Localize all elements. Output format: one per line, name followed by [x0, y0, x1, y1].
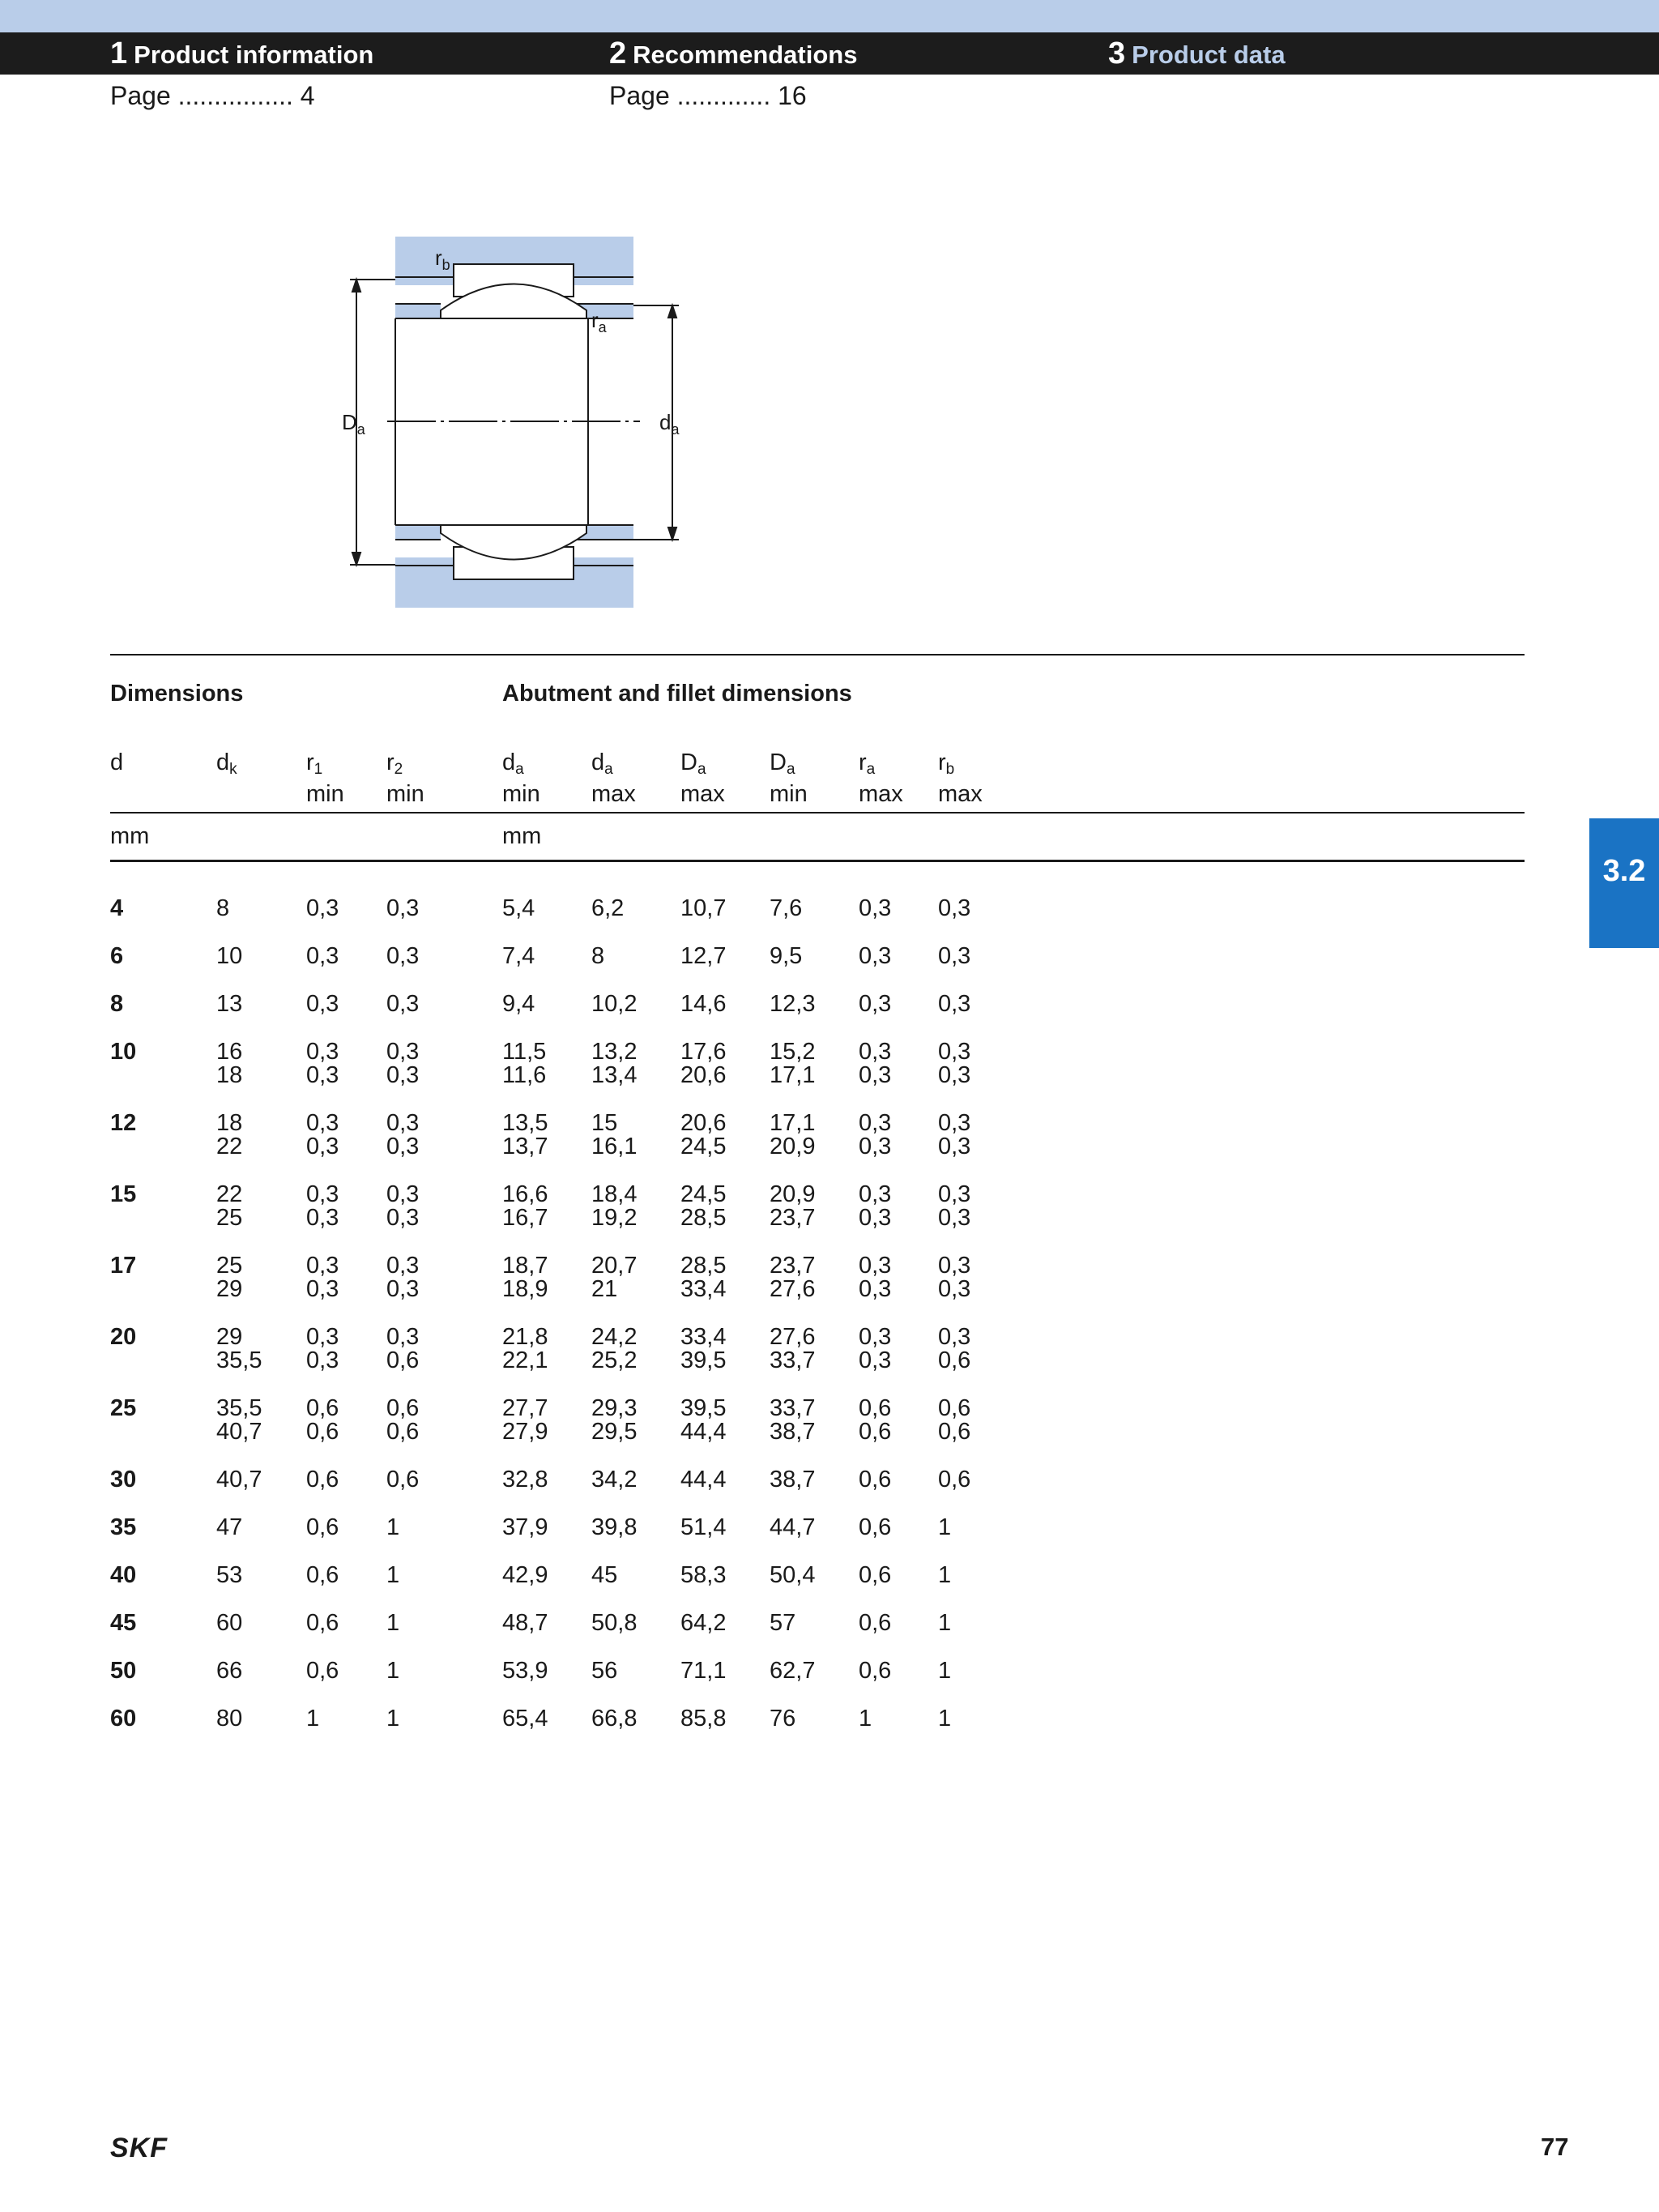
table-cell: 66	[216, 1658, 243, 1684]
section-heading-abutment: Abutment and fillet dimensions	[502, 681, 852, 707]
table-cell: 0,3	[306, 1205, 339, 1231]
table-cell: 32,8	[502, 1467, 548, 1492]
top-color-band	[0, 0, 1659, 32]
table-cell: 18,7	[502, 1253, 548, 1279]
table-cell: 0,3	[938, 1276, 971, 1302]
table-cell: 0,6	[859, 1562, 892, 1588]
table-cell: 20,9	[770, 1181, 816, 1207]
table-cell: 1	[938, 1610, 952, 1636]
table-cell: 18	[216, 1062, 243, 1088]
table-cell: 27,7	[502, 1395, 548, 1421]
column-symbol-subscript: a	[697, 761, 706, 778]
table-cell: 13,2	[591, 1039, 638, 1065]
table-cell: 0,3	[938, 1039, 971, 1065]
table-cell: 0,6	[859, 1419, 892, 1445]
table-cell: 0,3	[386, 1253, 420, 1279]
table-cell: 0,6	[938, 1395, 971, 1421]
column-symbol-subscript: 2	[394, 761, 403, 778]
table-cell: 44,4	[680, 1467, 727, 1492]
table-cell: 29,5	[591, 1419, 638, 1445]
table-cell: 0,6	[306, 1562, 339, 1588]
table-cell: 28,5	[680, 1253, 727, 1279]
table-cell: 9,4	[502, 991, 535, 1017]
table-cell: 0,6	[938, 1419, 971, 1445]
table-cell: 0,3	[386, 1039, 420, 1065]
table-cell: 16,1	[591, 1134, 638, 1159]
table-cell: 57	[770, 1610, 796, 1636]
bore-diameter-cell: 15	[110, 1181, 137, 1207]
nav-number: 3	[1108, 36, 1126, 70]
table-cell: 20,6	[680, 1062, 727, 1088]
table-cell: 0,3	[859, 1110, 892, 1136]
table-cell: 50,8	[591, 1610, 638, 1636]
table-cell: 12,3	[770, 991, 816, 1017]
table-cell: 65,4	[502, 1706, 548, 1732]
table-cell: 39,5	[680, 1347, 727, 1373]
table-cell: 14,6	[680, 991, 727, 1017]
table-cell: 21	[591, 1276, 618, 1302]
column-qualifier: max	[859, 781, 903, 807]
table-cell: 0,3	[938, 1134, 971, 1159]
column-symbol-subscript: k	[229, 761, 237, 778]
bore-diameter-cell: 25	[110, 1395, 137, 1421]
column-header	[306, 750, 344, 806]
column-header	[770, 750, 808, 806]
table-cell: 13,7	[502, 1134, 548, 1159]
bore-diameter-cell: 12	[110, 1110, 137, 1136]
table-cell: 1	[938, 1658, 952, 1684]
table-cell: 0,3	[306, 1324, 339, 1350]
table-cell: 0,6	[859, 1658, 892, 1684]
table-cell: 38,7	[770, 1419, 816, 1445]
table-cell: 1	[938, 1514, 952, 1540]
table-cell: 0,3	[306, 1134, 339, 1159]
table-cell: 0,3	[859, 1134, 892, 1159]
table-cell: 0,3	[306, 1347, 339, 1373]
column-header	[938, 750, 983, 806]
table-cell: 0,3	[859, 1347, 892, 1373]
table-cell: 48,7	[502, 1610, 548, 1636]
column-symbol: D	[680, 749, 697, 775]
table-cell: 27,6	[770, 1276, 816, 1302]
table-cell: 5,4	[502, 895, 535, 921]
bore-diameter-cell: 50	[110, 1658, 137, 1684]
bore-diameter-cell: 20	[110, 1324, 137, 1350]
nav-label: Recommendations	[633, 41, 858, 69]
nav-product-information[interactable]	[110, 32, 373, 75]
table-cell: 33,7	[770, 1347, 816, 1373]
column-header	[680, 750, 725, 806]
section-side-tab[interactable]: 3.2	[1589, 818, 1659, 948]
table-cell: 22	[216, 1134, 243, 1159]
table-cell: 0,3	[306, 1276, 339, 1302]
table-cell: 40,7	[216, 1419, 262, 1445]
table-cell: 28,5	[680, 1205, 727, 1231]
table-cell: 0,3	[306, 943, 339, 969]
table-cell: 42,9	[502, 1562, 548, 1588]
column-symbol: r	[938, 749, 946, 775]
table-cell: 18,9	[502, 1276, 548, 1302]
column-symbol: d	[216, 749, 230, 775]
nav-label: Product data	[1132, 41, 1286, 69]
table-cell: 1	[386, 1658, 400, 1684]
table-cell: 22	[216, 1181, 243, 1207]
table-cell: 0,3	[306, 991, 339, 1017]
table-cell: 20,7	[591, 1253, 638, 1279]
table-cell: 7,4	[502, 943, 535, 969]
table-cell: 17,1	[770, 1062, 816, 1088]
table-cell: 85,8	[680, 1706, 727, 1732]
table-cell: 0,3	[938, 1324, 971, 1350]
table-cell: 51,4	[680, 1514, 727, 1540]
table-cell: 34,2	[591, 1467, 638, 1492]
table-cell: 0,6	[386, 1419, 420, 1445]
abutment-dimensions-diagram	[316, 227, 705, 632]
table-cell: 66,8	[591, 1706, 638, 1732]
column-qualifier: max	[938, 781, 983, 807]
table-cell: 15	[591, 1110, 618, 1136]
table-cell: 10,2	[591, 991, 638, 1017]
table-cell: 40,7	[216, 1467, 262, 1492]
table-cell: 0,3	[306, 895, 339, 921]
table-cell: 45	[591, 1562, 618, 1588]
label-Da: $D_a$	[342, 410, 365, 438]
table-cell: 6,2	[591, 895, 625, 921]
table-cell: 24,2	[591, 1324, 638, 1350]
table-cell: 0,6	[306, 1467, 339, 1492]
table-cell: 9,5	[770, 943, 803, 969]
column-header	[502, 750, 540, 806]
table-cell: 0,3	[386, 1276, 420, 1302]
table-cell: 0,3	[938, 1181, 971, 1207]
bore-diameter-cell: 30	[110, 1467, 137, 1492]
table-cell: 0,3	[386, 1134, 420, 1159]
nav-number: 1	[110, 36, 128, 70]
table-cell: 16	[216, 1039, 243, 1065]
table-cell: 22,1	[502, 1347, 548, 1373]
table-cell: 0,6	[386, 1347, 420, 1373]
table-cell: 16,6	[502, 1181, 548, 1207]
column-qualifier: max	[680, 781, 725, 807]
table-cell: 0,3	[859, 1062, 892, 1088]
table-cell: 56	[591, 1658, 618, 1684]
table-cell: 1	[386, 1514, 400, 1540]
table-cell: 44,4	[680, 1419, 727, 1445]
column-symbol: d	[591, 749, 605, 775]
table-cell: 0,6	[306, 1658, 339, 1684]
table-cell: 1	[938, 1706, 952, 1732]
bore-diameter-cell: 10	[110, 1039, 137, 1065]
table-cell: 27,6	[770, 1324, 816, 1350]
column-symbol-subscript: b	[945, 761, 955, 778]
table-cell: 15,2	[770, 1039, 816, 1065]
table-cell: 0,3	[938, 895, 971, 921]
table-cell: 10,7	[680, 895, 727, 921]
table-cell: 1	[306, 1706, 320, 1732]
table-cell: 64,2	[680, 1610, 727, 1636]
table-cell: 0,3	[386, 1181, 420, 1207]
table-cell: 44,7	[770, 1514, 816, 1540]
column-symbol: r	[859, 749, 867, 775]
table-cell: 0,3	[386, 1110, 420, 1136]
nav-label: Product information	[134, 41, 374, 69]
table-cell: 17,6	[680, 1039, 727, 1065]
table-cell: 13,5	[502, 1110, 548, 1136]
table-cell: 0,6	[306, 1419, 339, 1445]
table-cell: 80	[216, 1706, 243, 1732]
table-cell: 0,6	[306, 1514, 339, 1540]
table-cell: 10	[216, 943, 243, 969]
table-cell: 0,3	[386, 1062, 420, 1088]
table-cell: 24,5	[680, 1181, 727, 1207]
column-header	[591, 750, 636, 806]
table-cell: 35,5	[216, 1347, 262, 1373]
table-cell: 20,9	[770, 1134, 816, 1159]
column-header	[216, 750, 237, 782]
table-cell: 0,3	[859, 1181, 892, 1207]
table-cell: 38,7	[770, 1467, 816, 1492]
table-cell: 0,3	[306, 1253, 339, 1279]
column-symbol: d	[110, 749, 124, 775]
table-cell: 1	[386, 1706, 400, 1732]
label-da: $d_a$	[659, 410, 680, 438]
table-cell: 0,3	[859, 1039, 892, 1065]
table-cell: 0,6	[859, 1514, 892, 1540]
table-cell: 0,6	[306, 1395, 339, 1421]
table-cell: 29,3	[591, 1395, 638, 1421]
table-cell: 0,3	[859, 895, 892, 921]
table-cell: 53	[216, 1562, 243, 1588]
table-cell: 0,6	[306, 1610, 339, 1636]
table-cell: 0,6	[859, 1610, 892, 1636]
table-cell: 0,6	[859, 1395, 892, 1421]
nav-product-data[interactable]	[1108, 32, 1286, 75]
table-cell: 47	[216, 1514, 243, 1540]
column-symbol: r	[306, 749, 314, 775]
table-cell: 18	[216, 1110, 243, 1136]
table-cell: 13	[216, 991, 243, 1017]
table-cell: 0,3	[938, 991, 971, 1017]
table-cell: 13,4	[591, 1062, 638, 1088]
column-symbol-subscript: a	[866, 761, 876, 778]
table-cell: 24,5	[680, 1134, 727, 1159]
table-cell: 1	[386, 1610, 400, 1636]
table-cell: 1	[386, 1562, 400, 1588]
label-rb: $r_b$	[435, 246, 450, 273]
column-qualifier: min	[306, 781, 344, 807]
table-cell: 0,6	[386, 1467, 420, 1492]
header-rule	[110, 812, 1525, 813]
table-cell: 0,3	[386, 1324, 420, 1350]
column-symbol: D	[770, 749, 787, 775]
table-cell: 18,4	[591, 1181, 638, 1207]
table-cell: 12,7	[680, 943, 727, 969]
page-reference-recommendations[interactable]: Page ............. 16	[609, 81, 807, 110]
bore-diameter-cell: 35	[110, 1514, 137, 1540]
table-cell: 23,7	[770, 1205, 816, 1231]
table-cell: 25	[216, 1253, 243, 1279]
bore-diameter-cell: 45	[110, 1610, 137, 1636]
table-cell: 0,3	[386, 991, 420, 1017]
table-cell: 0,3	[938, 1253, 971, 1279]
units-rule	[110, 860, 1525, 862]
table-cell: 0,3	[938, 1062, 971, 1088]
table-cell: 50,4	[770, 1562, 816, 1588]
table-cell: 7,6	[770, 895, 803, 921]
column-header	[386, 750, 424, 806]
table-cell: 0,3	[859, 1205, 892, 1231]
table-cell: 0,6	[859, 1467, 892, 1492]
bore-diameter-cell: 17	[110, 1253, 137, 1279]
column-header	[110, 750, 123, 782]
table-cell: 0,3	[386, 895, 420, 921]
table-cell: 0,3	[859, 1324, 892, 1350]
table-cell: 11,6	[502, 1062, 547, 1088]
nav-number: 2	[609, 36, 627, 70]
column-qualifier: min	[770, 781, 808, 807]
table-cell: 25,2	[591, 1347, 638, 1373]
table-cell: 25	[216, 1205, 243, 1231]
label-ra: $r_a$	[591, 308, 607, 335]
bore-diameter-cell: 4	[110, 895, 124, 921]
column-qualifier: min	[386, 781, 424, 807]
skf-logo: SKF	[110, 2133, 168, 2163]
table-cell: 39,8	[591, 1514, 638, 1540]
page-reference-product-information[interactable]: Page ................ 4	[110, 81, 315, 110]
table-cell: 0,3	[859, 943, 892, 969]
table-cell: 23,7	[770, 1253, 816, 1279]
table-cell: 0,3	[306, 1181, 339, 1207]
table-cell: 1	[938, 1562, 952, 1588]
table-cell: 60	[216, 1610, 243, 1636]
page-number: 77	[1541, 2133, 1569, 2161]
table-cell: 0,3	[306, 1110, 339, 1136]
table-cell: 33,4	[680, 1324, 727, 1350]
table-cell: 20,6	[680, 1110, 727, 1136]
table-cell: 8	[216, 895, 230, 921]
table-cell: 71,1	[680, 1658, 727, 1684]
table-cell: 37,9	[502, 1514, 548, 1540]
table-cell: 0,3	[306, 1062, 339, 1088]
column-qualifier: max	[591, 781, 636, 807]
bore-diameter-cell: 60	[110, 1706, 137, 1732]
table-cell: 0,6	[938, 1347, 971, 1373]
unit-dimensions: mm	[110, 823, 150, 849]
table-cell: 33,7	[770, 1395, 816, 1421]
table-cell: 35,5	[216, 1395, 262, 1421]
table-cell: 1	[859, 1706, 872, 1732]
column-symbol: d	[502, 749, 516, 775]
section-navigation-bar	[0, 32, 1659, 75]
table-cell: 8	[591, 943, 605, 969]
table-cell: 0,3	[386, 1205, 420, 1231]
table-cell: 0,3	[306, 1039, 339, 1065]
table-cell: 0,3	[859, 991, 892, 1017]
bore-diameter-cell: 6	[110, 943, 124, 969]
column-symbol-subscript: a	[515, 761, 524, 778]
column-symbol: r	[386, 749, 394, 775]
nav-recommendations[interactable]	[609, 32, 857, 75]
table-cell: 19,2	[591, 1205, 638, 1231]
section-heading-dimensions: Dimensions	[110, 681, 244, 707]
table-cell: 0,6	[386, 1395, 420, 1421]
table-cell: 0,3	[859, 1276, 892, 1302]
table-cell: 29	[216, 1324, 243, 1350]
table-cell: 58,3	[680, 1562, 727, 1588]
bore-diameter-cell: 8	[110, 991, 124, 1017]
column-symbol-subscript: a	[604, 761, 613, 778]
table-cell: 29	[216, 1276, 243, 1302]
column-header	[859, 750, 903, 806]
table-cell: 21,8	[502, 1324, 548, 1350]
table-cell: 33,4	[680, 1276, 727, 1302]
table-cell: 0,3	[938, 1110, 971, 1136]
table-cell: 0,3	[386, 943, 420, 969]
table-cell: 0,3	[938, 943, 971, 969]
bore-diameter-cell: 40	[110, 1562, 137, 1588]
table-cell: 16,7	[502, 1205, 548, 1231]
table-cell: 0,3	[938, 1205, 971, 1231]
table-cell: 17,1	[770, 1110, 816, 1136]
table-cell: 76	[770, 1706, 796, 1732]
table-cell: 27,9	[502, 1419, 548, 1445]
table-cell: 11,5	[502, 1039, 547, 1065]
table-cell: 62,7	[770, 1658, 816, 1684]
table-top-rule	[110, 654, 1525, 655]
table-cell: 53,9	[502, 1658, 548, 1684]
column-qualifier: min	[502, 781, 540, 807]
column-symbol-subscript: 1	[313, 761, 323, 778]
table-cell: 39,5	[680, 1395, 727, 1421]
unit-abutment: mm	[502, 823, 542, 849]
table-cell: 0,3	[859, 1253, 892, 1279]
column-symbol-subscript: a	[786, 761, 795, 778]
table-cell: 0,6	[938, 1467, 971, 1492]
